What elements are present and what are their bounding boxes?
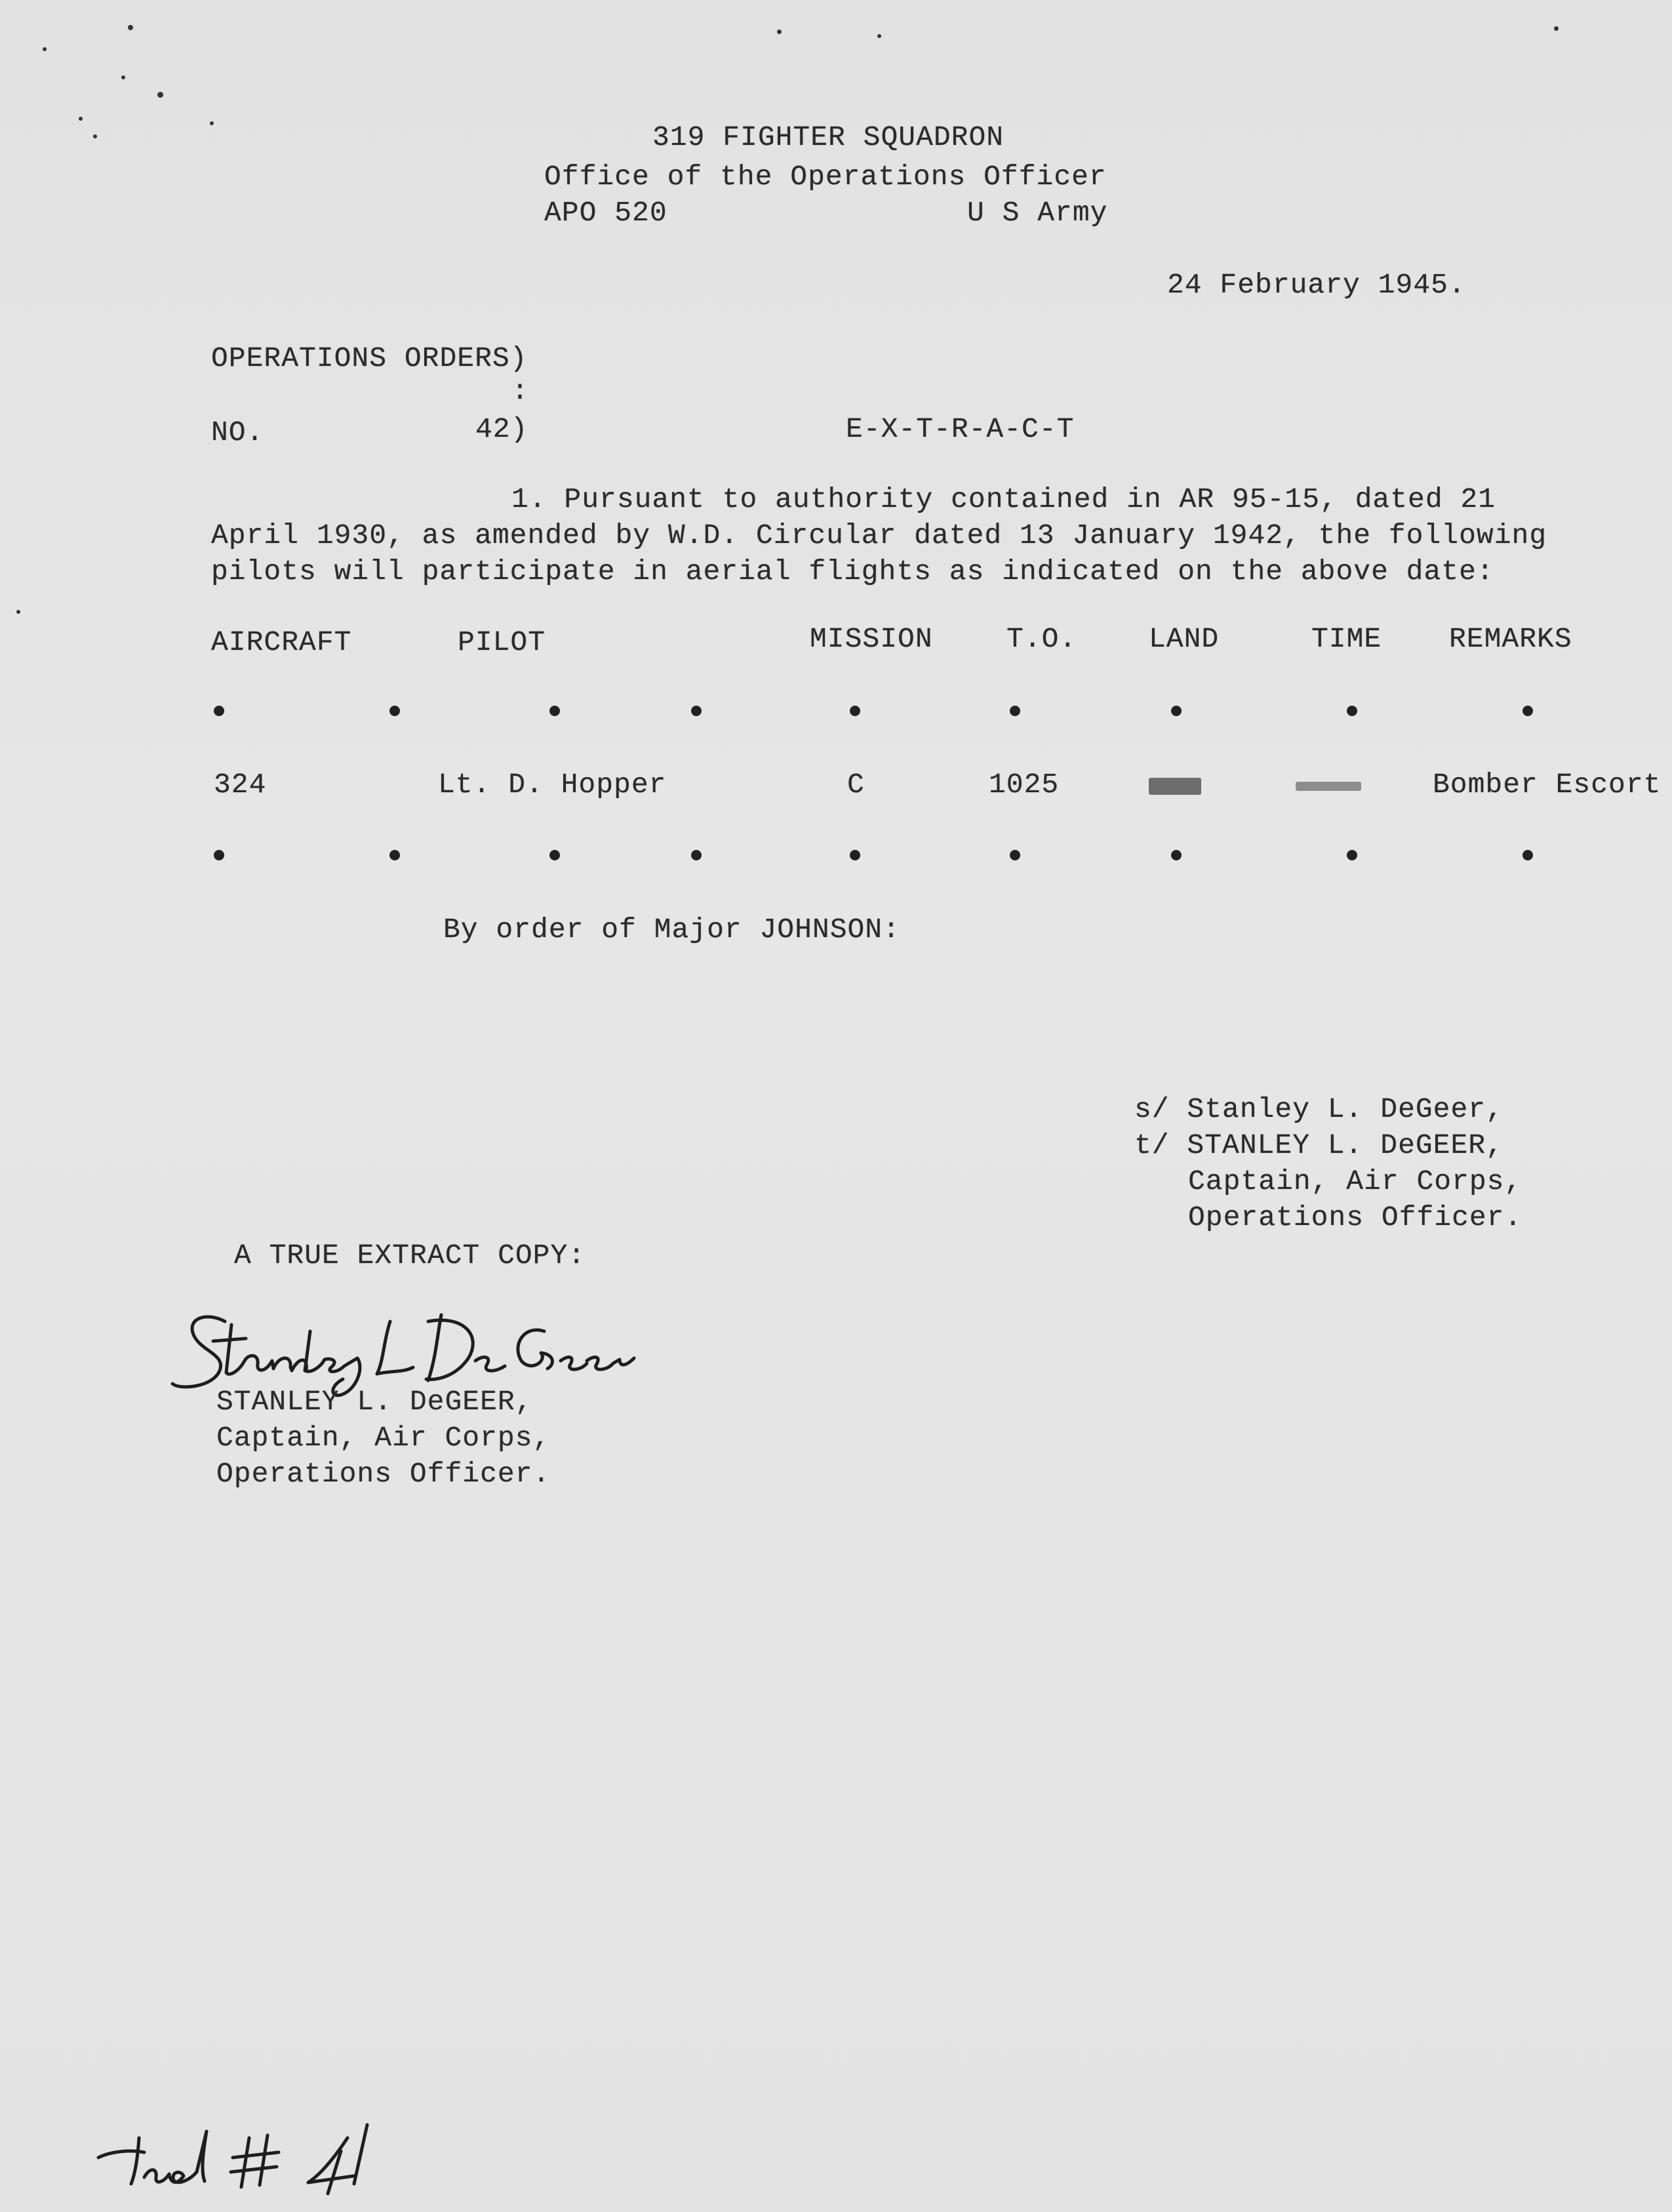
orders-title: OPERATIONS ORDERS) bbox=[211, 342, 528, 374]
ink-speck bbox=[1554, 26, 1559, 31]
omission-dot bbox=[549, 706, 560, 716]
certifier-rank: Captain, Air Corps, bbox=[216, 1422, 551, 1454]
omission-dot bbox=[389, 850, 400, 860]
ink-speck bbox=[16, 610, 20, 614]
column-header-aircraft: AIRCRAFT bbox=[211, 626, 352, 658]
omission-dot bbox=[1523, 850, 1533, 860]
signature-title: Operations Officer. bbox=[1188, 1201, 1523, 1234]
ink-speck bbox=[43, 47, 47, 51]
omission-dot bbox=[1347, 850, 1357, 860]
omission-dot bbox=[214, 850, 224, 860]
ink-speck bbox=[777, 30, 782, 34]
signature-line-1: s/ Stanley L. DeGeer, bbox=[1134, 1093, 1503, 1125]
paragraph-line-2: April 1930, as amended by W.D. Circular dated 13 January 1942, the following bbox=[211, 519, 1547, 552]
remarks: Bomber Escort bbox=[1433, 769, 1662, 801]
omission-dot bbox=[691, 850, 702, 860]
ink-speck bbox=[210, 121, 214, 125]
omission-dot bbox=[549, 850, 560, 860]
flight-time-obscured bbox=[1296, 782, 1361, 791]
omission-dot bbox=[389, 706, 400, 716]
true-copy-label: A TRUE EXTRACT COPY: bbox=[234, 1239, 586, 1272]
extract-heading: E-X-T-R-A-C-T bbox=[846, 413, 1075, 445]
ink-speck bbox=[128, 25, 133, 30]
column-header-mission: MISSION bbox=[810, 623, 933, 655]
orders-number-label: NO. bbox=[211, 416, 264, 449]
certifier-title: Operations Officer. bbox=[216, 1458, 551, 1490]
orders-colon: : bbox=[511, 375, 529, 407]
omission-dot bbox=[1171, 706, 1182, 716]
omission-dot bbox=[1523, 706, 1533, 716]
omission-dot bbox=[1010, 850, 1020, 860]
omission-dot bbox=[1171, 850, 1182, 860]
column-header-to: T.O. bbox=[1006, 623, 1077, 655]
ink-speck bbox=[79, 117, 83, 121]
column-header-time: TIME bbox=[1311, 623, 1382, 655]
aircraft-number: 324 bbox=[214, 769, 267, 801]
by-order-line: By order of Major JOHNSON: bbox=[443, 914, 900, 946]
omission-dot bbox=[850, 706, 860, 716]
paragraph-line-1: 1. Pursuant to authority contained in AR 95-15, dated 21 bbox=[511, 483, 1496, 515]
omission-dot bbox=[1347, 706, 1357, 716]
omission-dot bbox=[850, 850, 860, 860]
ink-speck bbox=[157, 92, 163, 98]
takeoff-time: 1025 bbox=[989, 769, 1060, 801]
unit-name: 319 FIGHTER SQUADRON bbox=[652, 121, 1005, 153]
signature-rank: Captain, Air Corps, bbox=[1188, 1165, 1523, 1197]
mission-code: C bbox=[847, 769, 865, 801]
column-header-pilot: PILOT bbox=[458, 626, 546, 658]
signature-line-2: t/ STANLEY L. DeGEER, bbox=[1134, 1129, 1503, 1161]
column-header-land: LAND bbox=[1149, 623, 1220, 655]
omission-dot bbox=[1010, 706, 1020, 716]
omission-dot bbox=[214, 706, 224, 716]
omission-dot bbox=[691, 706, 702, 716]
land-time-obscured bbox=[1149, 778, 1201, 795]
ink-speck bbox=[121, 75, 125, 79]
apo-number: APO 520 bbox=[544, 197, 667, 229]
ink-speck bbox=[877, 34, 881, 38]
document-date: 24 February 1945. bbox=[1167, 269, 1466, 301]
army-label: U S Army bbox=[967, 197, 1108, 229]
certifier-name: STANLEY L. DeGEER, bbox=[216, 1386, 533, 1418]
handwritten-enclosure-note bbox=[92, 2112, 407, 2197]
ink-speck bbox=[93, 134, 97, 138]
office-line: Office of the Operations Officer bbox=[544, 161, 1107, 193]
column-header-remarks: REMARKS bbox=[1449, 623, 1572, 655]
orders-number: 42) bbox=[475, 413, 528, 445]
paragraph-line-3: pilots will participate in aerial flights as indicated on the above date: bbox=[211, 555, 1494, 588]
pilot-name: Lt. D. Hopper bbox=[438, 769, 667, 801]
